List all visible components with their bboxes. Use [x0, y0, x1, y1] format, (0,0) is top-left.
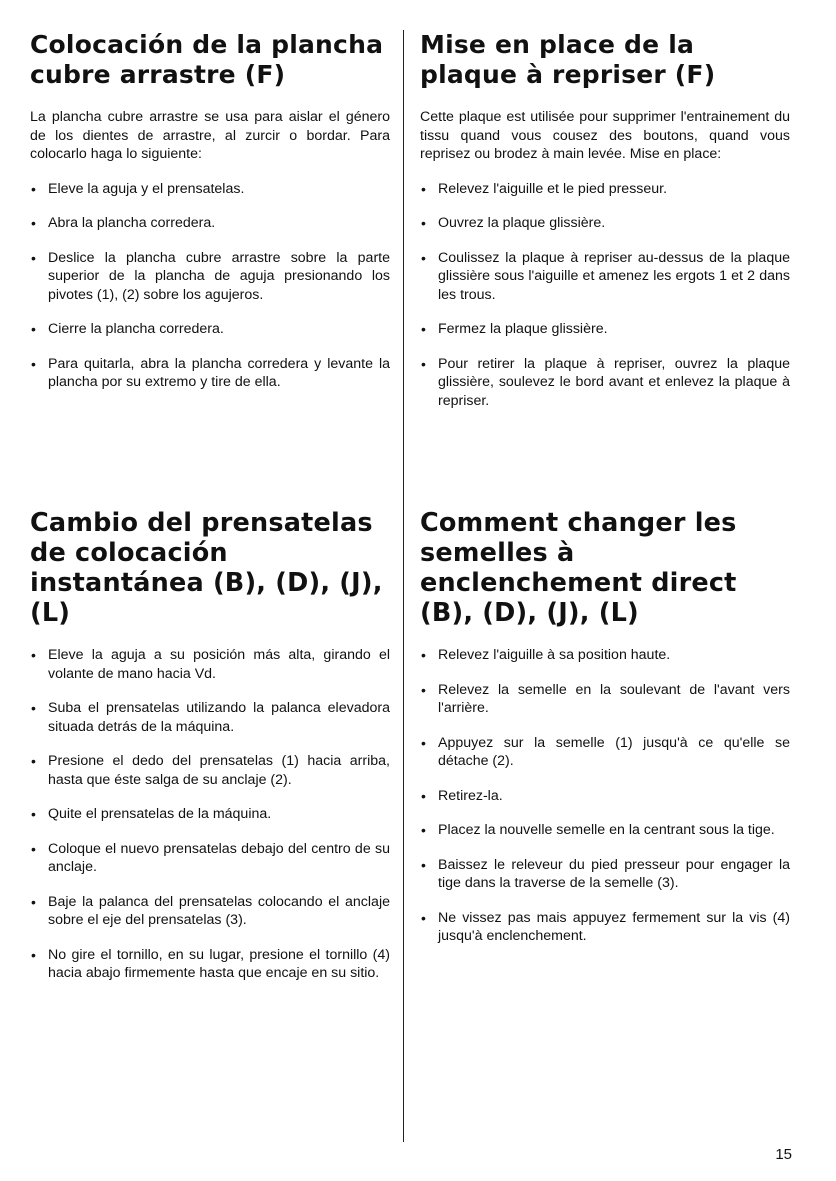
list-item: • Appuyez sur la semelle (1) jusqu'à ce qu'elle se détache (2).: [421, 734, 790, 769]
instruction-list: [420, 646, 790, 946]
bullet-icon: •: [421, 647, 426, 663]
list-item: • Relevez la semelle en la soulevant de l'avant vers l'arrière.: [421, 681, 790, 716]
instruction-list: [420, 180, 790, 411]
bullet-icon: •: [421, 321, 426, 337]
list-item: • Abra la plancha corredera.: [31, 215, 216, 231]
list-item: • Retirez-la.: [421, 787, 503, 804]
list-item: • Placez la nouvelle semelle en la centrant sous la tige.: [421, 822, 775, 838]
section-changer-semelles: [420, 508, 790, 962]
bullet-icon: •: [421, 180, 426, 197]
list-item: • Eleve la aguja y el prensatelas.: [31, 180, 245, 197]
bullet-icon: •: [421, 355, 426, 372]
list-item: • Deslice la plancha cubre arrastre sobre la parte superior de la plancha de aguja presionando los pivotes (1), (2) sobre los agujeros.: [31, 249, 390, 303]
instruction-list: [30, 646, 390, 983]
bullet-icon: •: [421, 249, 426, 266]
section-title: Colocación de la plancha cubre arrastre (F): [30, 30, 384, 89]
list-item: • Ouvrez la plaque glissière.: [421, 215, 606, 231]
list-item: • Baissez le releveur du pied presseur pour engager la tige dans la traverse de la semelle (3).: [421, 856, 790, 891]
page-number: 15: [775, 1146, 792, 1163]
list-item: • Coloque el nuevo prensatelas debajo del centro de su anclaje.: [31, 840, 390, 875]
bullet-icon: •: [31, 753, 36, 769]
bullet-icon: •: [31, 321, 36, 337]
bullet-icon: •: [31, 893, 36, 910]
list-item: • Para quitarla, abra la plancha corredera y levante la plancha por su extremo y tire de ella.: [31, 355, 390, 390]
bullet-icon: •: [31, 806, 36, 822]
bullet-icon: •: [31, 355, 36, 372]
list-item: • Eleve la aguja a su posición más alta, girando el volante de mano hacia Vd.: [31, 647, 390, 682]
bullet-icon: •: [31, 180, 36, 197]
list-item: • No gire el tornillo, en su lugar, presione el tornillo (4) hacia abajo firmemente hasta que encaje en su sitio.: [31, 946, 390, 981]
column-divider: [403, 30, 404, 1142]
section-intro: La plancha cubre arrastre se usa para aislar el género de los dientes de arrastre, al zurcir o bordar. Para colocarlo haga lo siguiente:: [30, 109, 390, 162]
list-item: • Cierre la plancha corredera.: [31, 321, 224, 337]
bullet-icon: •: [31, 946, 36, 963]
bullet-icon: •: [31, 840, 36, 857]
instruction-list: [30, 180, 390, 392]
list-item: • Presione el dedo del prensatelas (1) hacia arriba, hasta que éste salga de su anclaje (2).: [31, 753, 390, 788]
list-item: • Relevez l'aiguille à sa position haute.: [421, 647, 671, 663]
list-item: • Coulissez la plaque à repriser au-dessus de la plaque glissière sous l'aiguille et amenez les ergots 1 et 2 dans les trous.: [421, 249, 790, 303]
list-item: • Baje la palanca del prensatelas colocando el anclaje sobre el eje del prensatelas (3).: [31, 893, 390, 928]
bullet-icon: •: [421, 822, 426, 838]
bullet-icon: •: [421, 681, 426, 698]
list-item: • Suba el prensatelas utilizando la palanca elevadora situada detrás de la máquina.: [31, 700, 390, 735]
bullet-icon: •: [31, 647, 36, 663]
section-cambio-prensatelas: [30, 508, 390, 999]
section-intro: Cette plaque est utilisée pour supprimer l'entrainement du tissu quand vous cousez des boutons, quand vous reprisez ou brodez à main levée. Mise en place:: [420, 109, 790, 162]
section-title: Cambio del prensatelas de colocación instantánea (B), (D), (J), (L): [30, 508, 383, 628]
section-title: Mise en place de la plaque à repriser (F): [420, 30, 716, 89]
section-colocacion-plancha: [30, 30, 390, 408]
section-mise-en-place-plaque: [420, 30, 790, 426]
list-item: • Relevez l'aiguille et le pied presseur.: [421, 180, 668, 197]
bullet-icon: •: [421, 215, 426, 231]
list-item: • Pour retirer la plaque à repriser, ouvrez la plaque glissière, soulevez le bord avant et enlevez la plaque à repriser.: [421, 355, 790, 409]
list-item: • Ne vissez pas mais appuyez fermement sur la vis (4) jusqu'à enclenchement.: [421, 909, 790, 944]
bullet-icon: •: [421, 787, 426, 804]
bullet-icon: •: [421, 856, 426, 873]
bullet-icon: •: [31, 215, 36, 231]
list-item: • Fermez la plaque glissière.: [421, 321, 608, 337]
section-title: Comment changer les semelles à enclenchement direct (B), (D), (J), (L): [420, 508, 737, 628]
bullet-icon: •: [421, 909, 426, 926]
bullet-icon: •: [31, 700, 36, 716]
bullet-icon: •: [421, 734, 426, 751]
list-item: • Quite el prensatelas de la máquina.: [31, 806, 272, 822]
bullet-icon: •: [31, 249, 36, 266]
